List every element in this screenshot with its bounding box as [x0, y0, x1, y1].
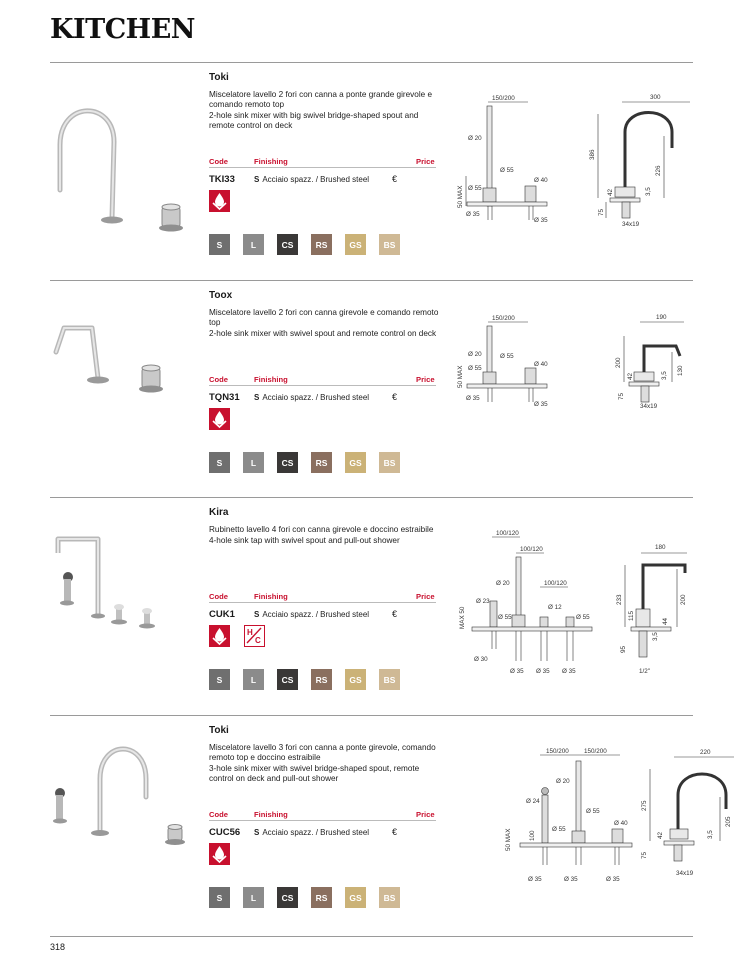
water-saving-icon	[209, 625, 230, 647]
section-divider	[50, 280, 693, 281]
dim-label: Ø 35	[536, 668, 550, 675]
dim-label: 50 MAX	[457, 365, 464, 388]
dim-label: 3,5	[652, 632, 659, 641]
dim-label: Ø 24	[526, 798, 540, 805]
swatch-l[interactable]: L	[243, 669, 264, 690]
header-rule	[209, 167, 436, 168]
dim-label: 100/120	[496, 530, 519, 537]
dim-label: 150/200	[492, 315, 515, 322]
swatch-cs[interactable]: CS	[277, 669, 298, 690]
product-code: TQN31	[209, 392, 240, 403]
dim-label: 275	[641, 800, 648, 811]
product-photo	[50, 517, 200, 667]
dim-label: 34x19	[676, 870, 694, 877]
finish-code: S	[254, 828, 260, 837]
swatch-rs[interactable]: RS	[311, 887, 332, 908]
dim-label: 233	[616, 594, 623, 605]
description-english: 4-hole sink tap with swivel spout and pull-out shower	[209, 536, 400, 545]
dim-label: Ø 55	[468, 185, 482, 192]
dim-label: 150/200	[492, 95, 515, 102]
dim-label: 190	[656, 314, 667, 321]
price-value: €	[392, 174, 398, 184]
dim-label: 200	[615, 357, 622, 368]
svg-text:H: H	[247, 628, 253, 637]
finish-code: S	[254, 393, 260, 402]
technical-drawing-side	[568, 92, 693, 232]
technical-drawing-front	[452, 92, 562, 232]
product-name: Toki	[209, 725, 229, 736]
swatch-s[interactable]: S	[209, 887, 230, 908]
dim-label: Ø 35	[562, 668, 576, 675]
finish-label: Acciaio spazz. / Brushed steel	[262, 393, 370, 402]
dim-label: 386	[589, 149, 596, 160]
dim-label: Ø 55	[500, 167, 514, 174]
dim-label: Ø 35	[466, 211, 480, 218]
price-value: €	[392, 827, 398, 837]
dim-label: Ø 40	[534, 177, 548, 184]
dim-label: Ø 35	[528, 876, 542, 883]
description-italian: Miscelatore lavello 2 fori con canna girevole e comando remoto top	[209, 308, 439, 327]
product-section	[50, 280, 693, 497]
dim-label: Ø 20	[468, 351, 482, 358]
swatch-bs[interactable]: BS	[379, 234, 400, 255]
page-title: KITCHEN	[50, 14, 195, 45]
swatch-rs[interactable]: RS	[311, 669, 332, 690]
dim-label: Ø 23	[476, 598, 490, 605]
dim-label: Ø 20	[496, 580, 510, 587]
finish-code: S	[254, 175, 260, 184]
technical-drawing-front	[452, 747, 637, 887]
dim-label: Ø 35	[466, 395, 480, 402]
finishing-header: Finishing	[254, 810, 288, 819]
description-english: 3-hole sink mixer with swivel bridge-shaped spout, remote control on deck and pull-out shower	[209, 764, 420, 783]
swatch-gs[interactable]: GS	[345, 234, 366, 255]
dim-label: 3,5	[661, 371, 668, 380]
dim-label: Ø 35	[510, 668, 524, 675]
product-name: Toox	[209, 290, 233, 301]
dim-label: Ø 20	[556, 778, 570, 785]
dim-label: Ø 55	[498, 614, 512, 621]
swatch-s[interactable]: S	[209, 669, 230, 690]
product-code: CUC56	[209, 827, 241, 838]
price-value: €	[392, 609, 398, 619]
dim-label: 100	[529, 830, 536, 841]
product-description	[209, 90, 439, 132]
technical-drawing-side	[603, 529, 693, 679]
description-english: 2-hole sink mixer with swivel spout and remote control on deck	[209, 329, 437, 338]
finish-label: Acciaio spazz. / Brushed steel	[262, 828, 370, 837]
dim-label: 42	[627, 372, 634, 380]
swatch-cs[interactable]: CS	[277, 887, 298, 908]
product-description	[209, 308, 439, 340]
swatch-l[interactable]: L	[243, 234, 264, 255]
header-rule	[209, 602, 436, 603]
dim-label: Ø 20	[468, 135, 482, 142]
product-section	[50, 497, 693, 714]
finish-code: S	[254, 610, 260, 619]
price-header: Price	[416, 810, 435, 819]
dim-label: 220	[700, 749, 711, 756]
finish-label: Acciaio spazz. / Brushed steel	[262, 610, 370, 619]
dim-label: 34x19	[622, 221, 640, 228]
dim-label: 100/120	[544, 580, 567, 587]
dim-label: 44	[662, 617, 669, 625]
dim-label: 150/200	[546, 748, 569, 755]
header-rule	[209, 820, 436, 821]
dim-label: Ø 35	[606, 876, 620, 883]
dim-label: 3,5	[707, 830, 714, 839]
dim-label: Ø 55	[468, 365, 482, 372]
description-italian: Rubinetto lavello 4 fori con canna girevole e doccino estraibile	[209, 525, 434, 534]
dim-label: 75	[641, 851, 648, 859]
swatch-cs[interactable]: CS	[277, 234, 298, 255]
footer-rule	[50, 936, 693, 937]
finish-label: Acciaio spazz. / Brushed steel	[262, 175, 370, 184]
product-photo	[50, 735, 200, 885]
code-header: Code	[209, 592, 228, 601]
dim-label: 95	[620, 645, 627, 653]
dim-label: 115	[628, 610, 635, 621]
dim-label: Ø 35	[534, 401, 548, 408]
dim-label: Ø 30	[474, 656, 488, 663]
dim-label: 50 MAX	[457, 185, 464, 208]
dim-label: 50 MAX	[505, 828, 512, 851]
dim-label: 42	[657, 831, 664, 839]
swatch-l[interactable]: L	[243, 452, 264, 473]
product-name: Toki	[209, 72, 229, 83]
technical-drawing-side	[630, 747, 740, 887]
technical-drawing-front	[452, 312, 562, 412]
dim-label: 34x19	[640, 403, 658, 410]
dim-label: 205	[725, 816, 732, 827]
code-header: Code	[209, 157, 228, 166]
product-code: CUK1	[209, 609, 235, 620]
dim-label: 150/200	[584, 748, 607, 755]
dim-label: 180	[655, 544, 666, 551]
water-saving-icon	[209, 843, 230, 865]
finishing-header: Finishing	[254, 592, 288, 601]
swatch-rs[interactable]: RS	[311, 452, 332, 473]
dim-label: 226	[655, 165, 662, 176]
header-rule	[209, 385, 436, 386]
dim-label: Ø 55	[576, 614, 590, 621]
dim-label: 130	[677, 365, 684, 376]
dim-label: 300	[650, 94, 661, 101]
dim-label: MAX 50	[459, 606, 466, 629]
dim-label: Ø 40	[534, 361, 548, 368]
dim-label: Ø 55	[552, 826, 566, 833]
dim-label: Ø 35	[564, 876, 578, 883]
section-divider	[50, 62, 693, 63]
swatch-s[interactable]: S	[209, 452, 230, 473]
technical-drawing-side	[568, 312, 693, 412]
finishing-value	[254, 175, 369, 184]
hot-cold-icon	[244, 625, 265, 647]
dim-label: Ø 55	[500, 353, 514, 360]
product-description	[209, 743, 439, 785]
swatch-cs[interactable]: CS	[277, 452, 298, 473]
description-italian: Miscelatore lavello 2 fori con canna a ponte grande girevole e comando remoto top	[209, 90, 433, 109]
dim-label: Ø 35	[534, 217, 548, 224]
price-header: Price	[416, 375, 435, 384]
dim-label: 3,5	[645, 187, 652, 196]
finishing-value	[254, 393, 369, 402]
page-number: 318	[50, 942, 66, 952]
dim-label: 200	[680, 594, 687, 605]
swatch-bs[interactable]: BS	[379, 452, 400, 473]
dim-label: 100/120	[520, 546, 543, 553]
water-saving-icon	[209, 408, 230, 430]
section-divider	[50, 715, 693, 716]
dim-label: Ø 12	[548, 604, 562, 611]
finishing-header: Finishing	[254, 375, 288, 384]
dim-label: Ø 55	[586, 808, 600, 815]
swatch-gs[interactable]: GS	[345, 669, 366, 690]
swatch-l[interactable]: L	[243, 887, 264, 908]
description-italian: Miscelatore lavello 3 fori con canna a ponte girevole, comando remoto top e doccino estraibile	[209, 743, 436, 762]
price-value: €	[392, 392, 398, 402]
finishing-header: Finishing	[254, 157, 288, 166]
product-name: Kira	[209, 507, 229, 518]
code-header: Code	[209, 375, 228, 384]
swatch-bs[interactable]: BS	[379, 887, 400, 908]
swatch-bs[interactable]: BS	[379, 669, 400, 690]
dim-label: 75	[598, 208, 605, 216]
code-header: Code	[209, 810, 228, 819]
swatch-s[interactable]: S	[209, 234, 230, 255]
dim-label: 75	[618, 392, 625, 400]
product-photo	[50, 300, 200, 450]
dim-label: 42	[607, 188, 614, 196]
svg-text:C: C	[255, 636, 261, 645]
water-saving-icon	[209, 190, 230, 212]
section-divider	[50, 497, 693, 498]
product-section	[50, 715, 732, 932]
dim-label: 1/2"	[639, 668, 650, 675]
finishing-value	[254, 610, 369, 619]
product-description	[209, 525, 439, 547]
swatch-gs[interactable]: GS	[345, 887, 366, 908]
swatch-rs[interactable]: RS	[311, 234, 332, 255]
product-code: TKI33	[209, 174, 235, 185]
product-photo	[50, 90, 200, 240]
price-header: Price	[416, 157, 435, 166]
description-english: 2-hole sink mixer with big swivel bridge-shaped spout and remote control on deck	[209, 111, 419, 130]
product-section	[50, 62, 693, 279]
finishing-value	[254, 828, 369, 837]
dim-label: Ø 40	[614, 820, 628, 827]
swatch-gs[interactable]: GS	[345, 452, 366, 473]
price-header: Price	[416, 592, 435, 601]
